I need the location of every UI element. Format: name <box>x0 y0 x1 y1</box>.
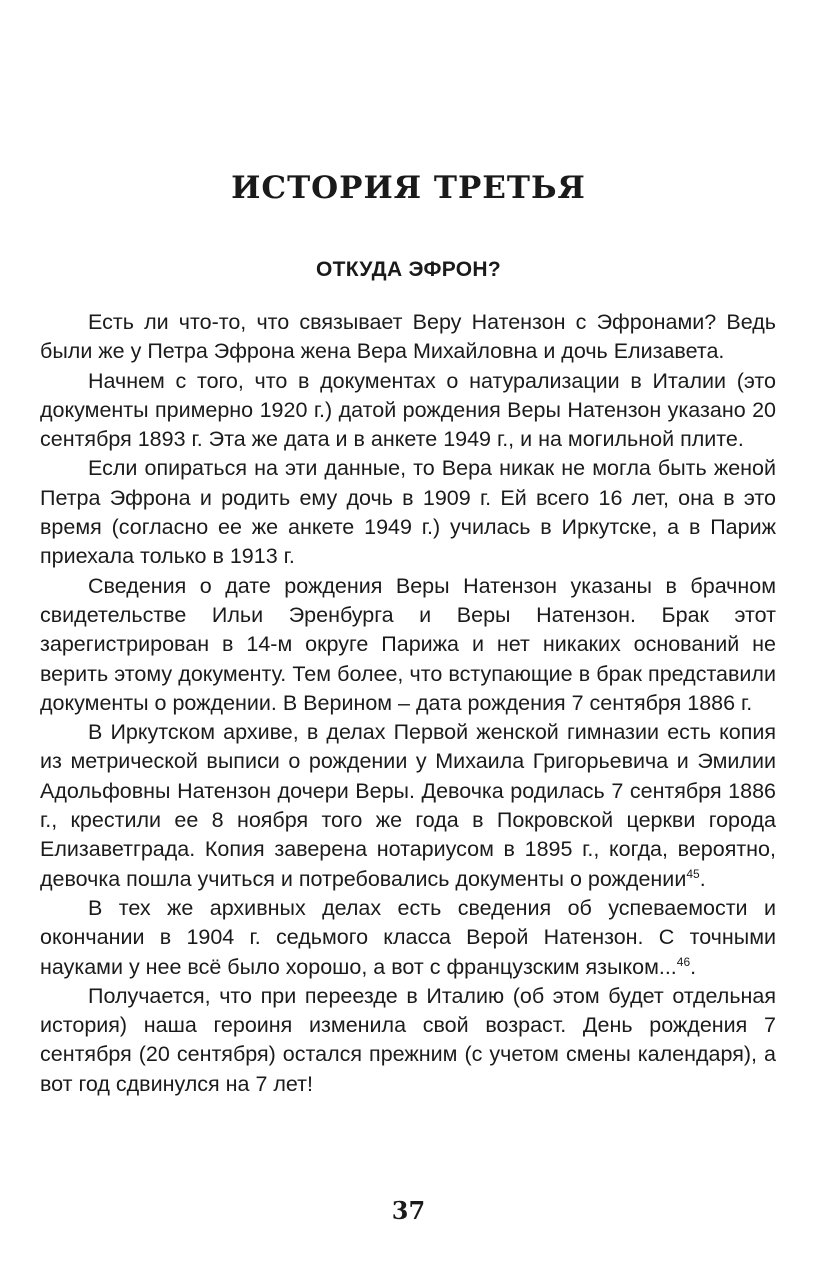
paragraph: Получается, что при переезде в Италию (об этом будет отдельная история) наша героиня изменила свой возраст. День рождения 7 сентября (20 сентября) остался прежним (с учетом смены календаря), а вот год сдвинулся на 7 лет! <box>40 983 776 1096</box>
footnote-marker[interactable]: 46 <box>676 954 691 969</box>
paragraph: Начнем с того, что в документах о натурализации в Италии (это документы примерно 1920 г.) датой рождения Веры Натензон указано 20 сентября 1893 г. Эта же дата и в анкете 1949 г., и на могильной плите. <box>40 368 776 452</box>
paragraph: Есть ли что-то, что связывает Веру Натензон с Эфронами? Ведь были же у Петра Эфрона жена Вера Михайловна и дочь Елизавета. <box>40 310 776 364</box>
body-text <box>40 308 776 1099</box>
section-title: ОТКУДА ЭФРОН? <box>315 258 501 281</box>
paragraph: В тех же архивных делах есть сведения об успеваемости и окончании в 1904 г. седьмого класса Верой Натензон. С точными науками у нее всё было хорошо, а вот с французским языком...$^{46}$. <box>40 895 776 979</box>
chapter-title: ИСТОРИЯ ТРЕТЬЯ <box>231 170 586 206</box>
paragraph: Если опираться на эти данные, то Вера никак не могла быть женой Петра Эфрона и родить ему дочь в 1909 г. Ей всего 16 лет, она в это время (согласно ее же анкете 1949 г.) училась в Иркутске, а в Париж приехала только в 1913 г. <box>40 456 776 569</box>
footnote-marker[interactable]: 45 <box>686 866 700 881</box>
page-number: 37 <box>391 1196 426 1225</box>
paragraph: Сведения о дате рождения Веры Натензон указаны в брачном свидетельстве Ильи Эренбурга и Веры Натензон. Брак этот зарегистрирован в 14-м округе Парижа и нет никаких оснований не верить этому документу. Тем более, что вступающие в брак представили документы о рождении. В Верином – дата рождения 7 сентября 1886 г. <box>40 573 776 715</box>
paragraph: В Иркутском архиве, в делах Первой женской гимназии есть копия из метрической выписи о рождении у Михаила Григорьевича и Эмилии Адольфовны Натензон дочери Веры. Девочка родилась 7 сентября 1886 г., крестили ее 8 ноября того же года в Покровской церкви города Елизаветграда. Копия заверена нотариусом в 1895 г., когда, вероятно, девочка пошла учиться и потребовались документы о рождении$^{45}$. <box>40 720 776 891</box>
